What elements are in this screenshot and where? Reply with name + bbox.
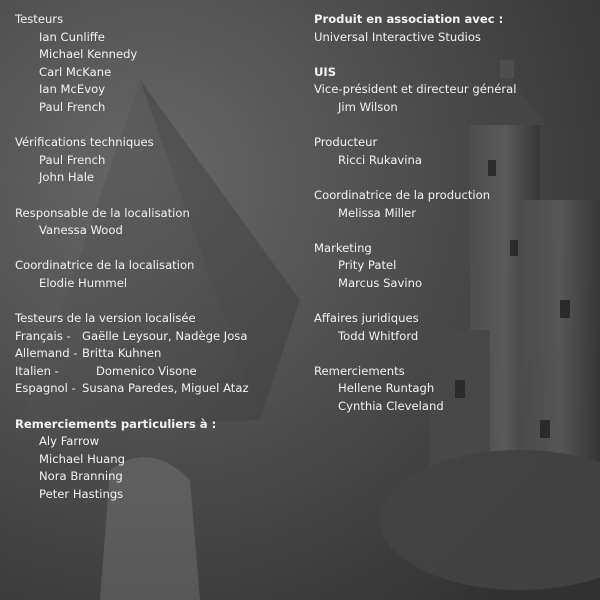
section-heading: Vérifications techniques bbox=[15, 135, 154, 150]
credit-name: Marcus Savino bbox=[338, 275, 423, 290]
credit-name: Gaëlle Leysour, Nadège Josa bbox=[82, 328, 248, 343]
section-heading: Responsable de la localisation bbox=[15, 205, 190, 220]
right-credits-column bbox=[314, 11, 594, 416]
section-heading: Remerciements particuliers à : bbox=[15, 416, 217, 431]
credit-name: Michael Huang bbox=[39, 451, 125, 466]
section-heading: UIS bbox=[314, 64, 337, 79]
credit-name: John Hale bbox=[39, 170, 95, 185]
credit-name: Domenico Visone bbox=[96, 363, 197, 378]
credit-name: Melissa Miller bbox=[338, 205, 417, 220]
credit-name: Cynthia Cleveland bbox=[338, 399, 444, 414]
section-heading: Remerciements bbox=[314, 363, 405, 378]
credit-name: Carl McKane bbox=[39, 64, 112, 79]
credit-name: Ian McEvoy bbox=[39, 82, 106, 97]
credit-name: Ian Cunliffe bbox=[39, 29, 105, 44]
section-heading: Vice-président et directeur général bbox=[314, 82, 517, 97]
credit-name: Todd Whitford bbox=[338, 328, 419, 343]
language-row bbox=[15, 328, 305, 346]
credit-name: Universal Interactive Studios bbox=[314, 29, 481, 44]
credit-name: Aly Farrow bbox=[39, 434, 100, 449]
section-heading: Marketing bbox=[314, 240, 372, 255]
section-heading: Coordinatrice de la production bbox=[314, 187, 491, 202]
language-label: Français - bbox=[15, 328, 71, 343]
section-heading: Testeurs de la version localisée bbox=[15, 311, 196, 326]
section-heading: Produit en association avec : bbox=[314, 12, 504, 26]
section-heading: Testeurs bbox=[15, 12, 64, 26]
section-heading: Coordinatrice de la localisation bbox=[15, 258, 195, 273]
credit-name: Britta Kuhnen bbox=[82, 346, 162, 361]
language-label: Italien - bbox=[15, 363, 59, 378]
credit-name: Hellene Runtagh bbox=[338, 381, 435, 396]
language-label: Espagnol - bbox=[15, 381, 76, 396]
credit-name: Michael Kennedy bbox=[39, 47, 138, 62]
credit-name: Ricci Rukavina bbox=[338, 152, 422, 167]
language-row bbox=[15, 345, 305, 363]
language-row bbox=[15, 363, 305, 381]
credit-name: Jim Wilson bbox=[338, 99, 398, 114]
credit-name: Paul French bbox=[39, 99, 106, 114]
credit-name: Paul French bbox=[39, 152, 106, 167]
credit-name: Elodie Hummel bbox=[39, 275, 128, 290]
credit-name: Nora Branning bbox=[39, 469, 123, 484]
left-credits-column bbox=[15, 11, 305, 504]
section-heading: Affaires juridiques bbox=[314, 311, 419, 326]
credit-name: Prity Patel bbox=[338, 258, 397, 273]
language-label: Allemand - bbox=[15, 346, 78, 361]
credit-name: Susana Paredes, Miguel Ataz bbox=[82, 381, 249, 396]
section-heading: Producteur bbox=[314, 135, 378, 150]
language-row bbox=[15, 380, 305, 398]
credit-name: Vanessa Wood bbox=[39, 223, 123, 238]
credit-name: Peter Hastings bbox=[39, 487, 124, 502]
